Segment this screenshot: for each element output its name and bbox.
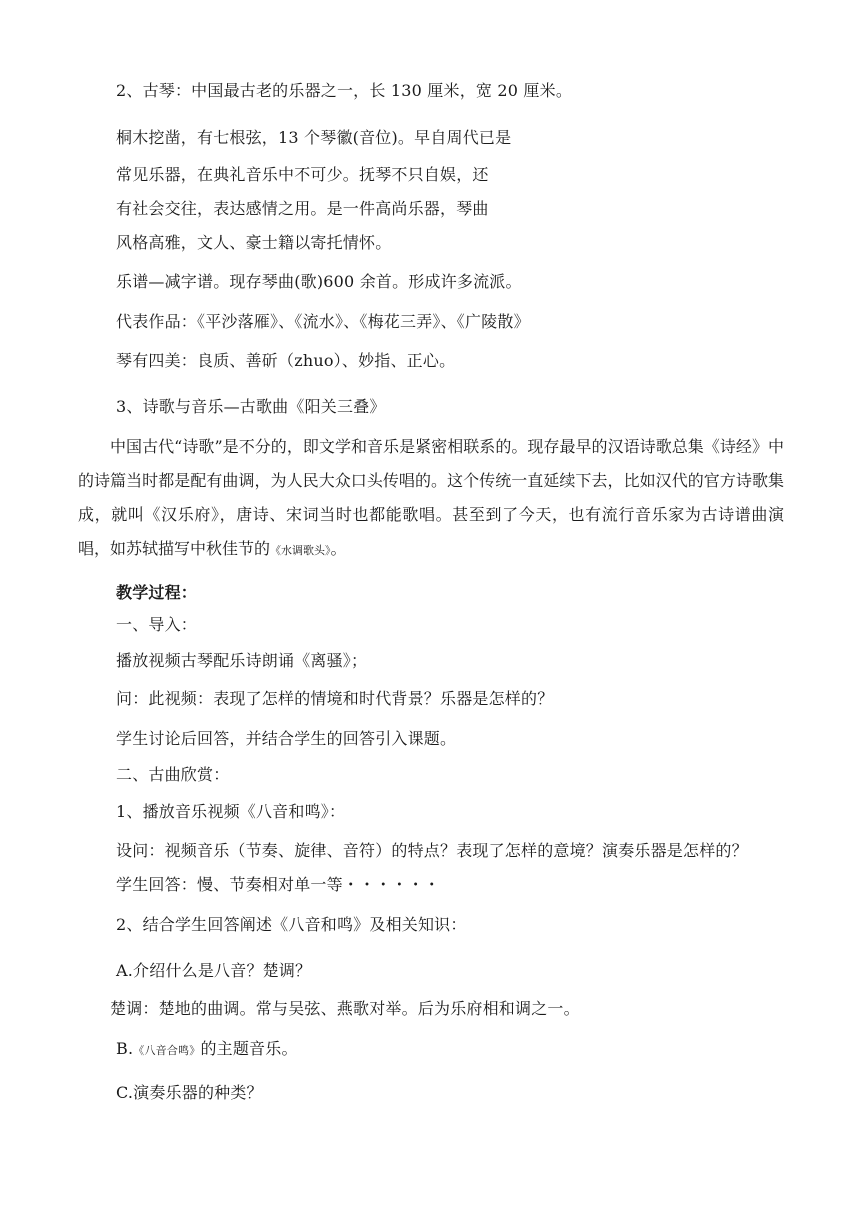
intro-line-1: 播放视频古琴配乐诗朗诵《离骚》； [116,651,368,670]
item-b-small-title: 《八音合鸣》 [133,1044,201,1057]
intro-line-3: 学生讨论后回答，并结合学生的回答引入课题。 [116,729,457,748]
poetry-paragraph [78,430,784,568]
item-b-prefix: B. [116,1039,134,1058]
classic-line-1: 1、播放音乐视频《八音和鸣》： [116,802,346,821]
classic-heading: 二、古曲欣赏： [116,765,230,784]
classic-line-3: 学生回答：慢、节奏相对单一等・・・・・・ [116,875,441,894]
classic-line-4: 2、结合学生回答阐述《八音和鸣》及相关知识： [116,915,467,934]
teaching-process-heading: 教学过程： [116,583,198,602]
guqin-desc-line-1: 桐木挖凿，有七根弦，13 个琴徽(音位)。早自周代已是 [116,128,512,147]
poetry-paragraph-text: 中国古代“诗歌”是不分的，即文学和音乐是紧密相联系的。现存最早的汉语诗歌总集《诗经》中的诗篇当时都是配有曲调，为人民大众口头传唱的。这个传统一直延续下去，比如汉代的官方诗歌集成，就叫《汉乐府》，唐诗、宋词当时也都能歌唱。甚至到了今天，也有流行音乐家为古诗谱曲演唱，如苏轼描写中秋佳节的 [78,437,784,558]
guqin-four-beauties-text: 琴有四美：良质、善斫（zhuo）、妙指、正心。 [116,351,456,370]
poetry-paragraph-small-title: 《水调歌头》 [270,544,331,557]
guqin-desc-line-3: 有社会交往，表达感情之用。是一件高尚乐器，琴曲 [116,199,489,218]
item-a-text: A.介绍什么是八音？楚调？ [116,961,312,980]
item-chu-text: 楚调：楚地的曲调。常与吴弦、燕歌对举。后为乐府相和调之一。 [110,999,580,1018]
item-b-suffix: 的主题音乐。 [200,1039,298,1058]
poetry-heading: 3、诗歌与音乐—古歌曲《阳关三叠》 [116,397,386,416]
item-c-text: C.演奏乐器的种类？ [116,1083,263,1102]
guqin-works-text: 代表作品：《平沙落雁》、《流水》、《梅花三弄》、《广陵散》 [116,312,530,331]
guqin-score-text: 乐谱—减字谱。现存琴曲(歌)600 余首。形成许多流派。 [116,272,522,291]
guqin-desc-line-4: 风格高雅，文人、豪士籍以寄托情怀。 [116,233,392,252]
intro-line-2: 问：此视频：表现了怎样的情境和时代背景？乐器是怎样的？ [116,689,554,708]
poetry-paragraph-end: 。 [330,539,347,558]
guqin-heading: 2、古琴：中国最古老的乐器之一，长 130 厘米，宽 20 厘米。 [116,81,573,100]
item-b-text [116,1038,298,1062]
classic-line-2: 设问：视频音乐（节奏、旋律、音符）的特点？表现了怎样的意境？演奏乐器是怎样的？ [116,841,748,860]
intro-heading: 一、导入： [116,615,198,634]
guqin-desc-line-2: 常见乐器，在典礼音乐中不可少。抚琴不只自娱，还 [116,165,489,184]
